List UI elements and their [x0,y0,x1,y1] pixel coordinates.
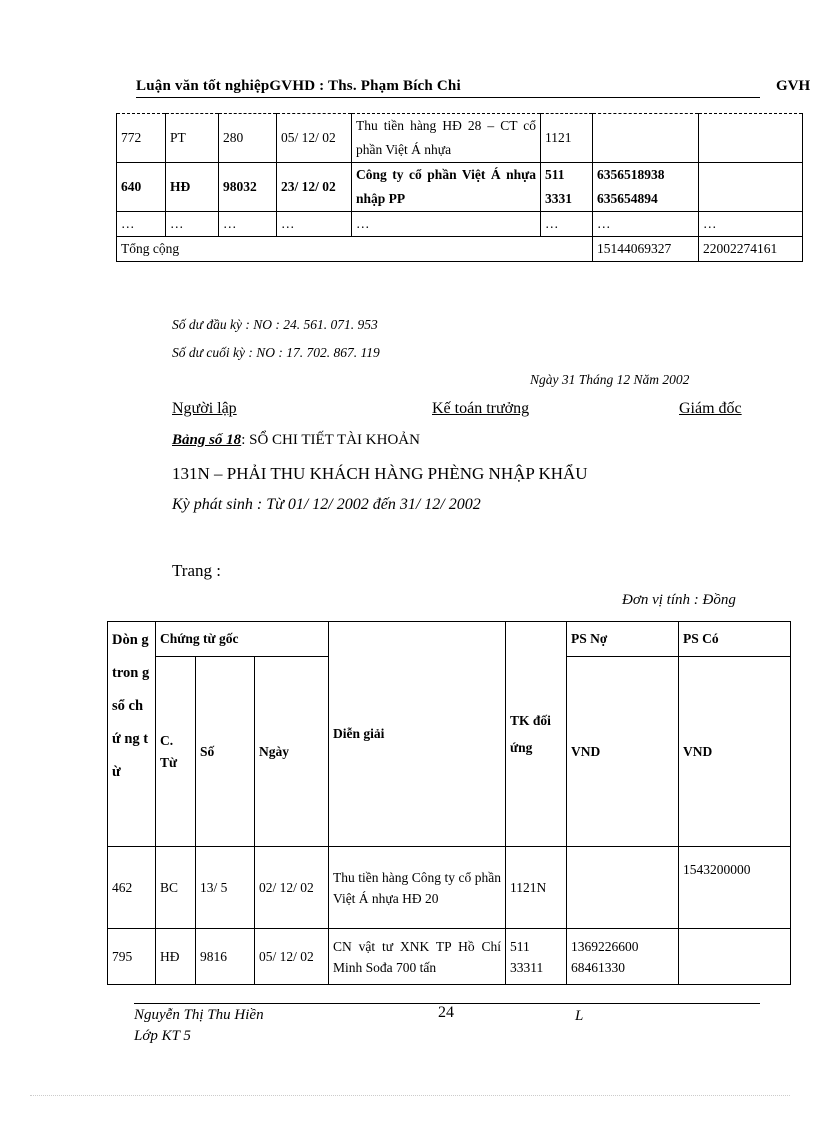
table-row [108,929,791,985]
cell-ct: … [166,212,219,237]
footer-mark: L [575,1008,584,1024]
cell-dien-giai: Thu tiền hàng Công ty cổ phần Việt Á nhựa HĐ 20 [329,847,506,929]
cell-co [679,929,791,985]
cell-dien-giai: … [352,212,541,237]
footer-class: Lớp KT 5 [134,1028,191,1044]
running-header-right: GVH [776,78,811,94]
cell-co: 1543200000 [679,847,791,929]
cell-so: 98032 [219,163,277,212]
table-title-text: : SỔ CHI TIẾT TÀI KHOẢN [241,432,420,448]
cell-co [699,114,803,163]
period-line: Kỳ phát sinh : Từ 01/ 12/ 2002 đến 31/ 12/ 2002 [172,496,481,513]
total-co: 22002274161 [699,237,803,262]
header-chung-tu-goc: Chứng từ gốc [156,622,329,657]
header-vnd-no: VND [567,657,679,847]
header-tk: TK đối ứng [506,622,567,847]
cell-tk: … [541,212,593,237]
opening-balance: Số dư đầu kỳ : NO : 24. 561. 071. 953 [172,317,378,332]
cell-ct: PT [166,114,219,163]
cell-tk: 511 3331 [541,163,593,212]
page-bottom-rule [30,1095,790,1096]
cell-dong: 640 [117,163,166,212]
running-header: Luận văn tốt nghiệpGVHD : Ths. Phạm Bích Chi [136,78,461,94]
header-dien-giai: Diễn giải [329,622,506,847]
cell-ngay: 23/ 12/ 02 [277,163,352,212]
signature-preparer: Người lập [172,400,237,417]
cell-dien-giai: CN vật tư XNK TP Hồ Chí Minh Sođa 700 tấn [329,929,506,985]
unit-label: Đơn vị tính : Đồng [622,592,736,608]
table-title-label: Bảng số 18 [172,432,242,448]
cell-co [699,163,803,212]
cell-ct: BC [156,847,196,929]
table-row [117,114,803,163]
header-divider [136,97,760,98]
ledger-table-continued [116,113,803,262]
account-title: 131N – PHẢI THU KHÁCH HÀNG PHÈNG NHẬP KHẨU [172,464,588,483]
cell-tk: 511 33311 [506,929,567,985]
cell-ngay: 05/ 12/ 02 [277,114,352,163]
total-no: 15144069327 [593,237,699,262]
cell-ct: HĐ [156,929,196,985]
cell-ct: HĐ [166,163,219,212]
cell-dien-giai: Thu tiền hàng HĐ 28 – CT cổ phần Việt Á nhựa [352,114,541,163]
cell-ngay: … [277,212,352,237]
total-label: Tổng cộng [117,237,593,262]
cell-tk: 1121N [506,847,567,929]
cell-so: 280 [219,114,277,163]
cell-so: … [219,212,277,237]
header-so: Số [196,657,255,847]
cell-no [593,114,699,163]
header-ps-no: PS Nợ [567,622,679,657]
header-ngay: Ngày [255,657,329,847]
cell-co: … [699,212,803,237]
header-vnd-co: VND [679,657,791,847]
header-row [108,622,791,657]
closing-balance: Số dư cuối kỳ : NO : 17. 702. 867. 119 [172,345,380,360]
cell-ngay: 02/ 12/ 02 [255,847,329,929]
cell-dong: … [117,212,166,237]
date-line: Ngày 31 Tháng 12 Năm 2002 [530,372,690,387]
table-row [117,163,803,212]
header-dong: Dòn g tron g sổ chứ ng từ [108,622,156,847]
footer-author: Nguyễn Thị Thu Hiền [134,1007,264,1023]
header-ct: C. Từ [156,657,196,847]
cell-so: 9816 [196,929,255,985]
cell-ngay: 05/ 12/ 02 [255,929,329,985]
signature-chief-accountant: Kế toán trưởng [432,400,530,417]
cell-dien-giai: Công ty cổ phần Việt Á nhựa nhập PP [352,163,541,212]
page-label: Trang : [172,561,221,580]
header-ps-co: PS Có [679,622,791,657]
cell-no: 1369226600 68461330 [567,929,679,985]
ledger-detail-table [107,621,791,985]
page-number: 24 [438,1004,454,1021]
total-row [117,237,803,262]
table-row [117,212,803,237]
table-title [172,432,420,449]
cell-dong: 772 [117,114,166,163]
cell-no: 6356518938 635654894 [593,163,699,212]
cell-tk: 1121 [541,114,593,163]
cell-so: 13/ 5 [196,847,255,929]
cell-no [567,847,679,929]
signature-director: Giám đốc [679,400,742,417]
cell-no: … [593,212,699,237]
table-row [108,847,791,929]
cell-dong: 462 [108,847,156,929]
cell-dong: 795 [108,929,156,985]
